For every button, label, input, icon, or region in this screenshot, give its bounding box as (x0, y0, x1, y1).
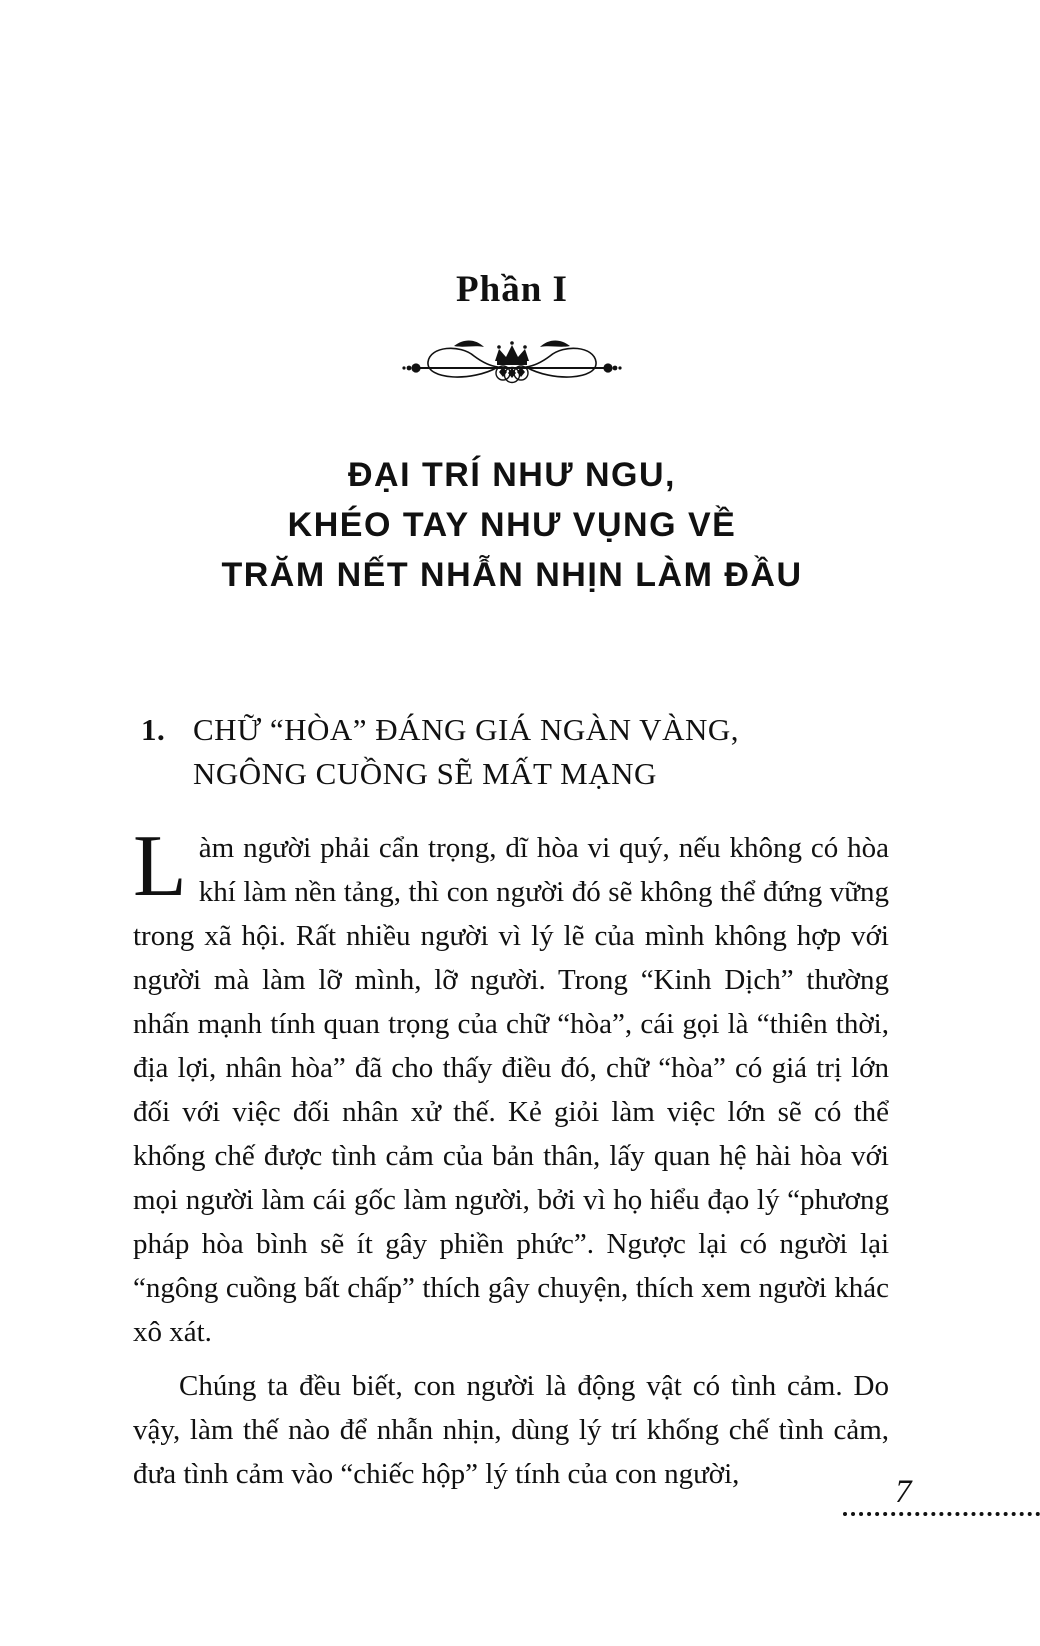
section-title-line-1: CHỮ “HÒA” ĐÁNG GIÁ NGÀN VÀNG, (193, 712, 739, 747)
paragraph-1 (133, 818, 889, 1354)
section-title-line-2: NGÔNG CUỒNG SẼ MẤT MẠNG (193, 756, 657, 791)
part-label: Phần I (456, 269, 568, 310)
section-heading (141, 708, 881, 796)
paragraph-1-text: àm người phải cẩn trọng, dĩ hòa vi quý, nếu không có hòa khí làm nền tảng, thì con người đó sẽ không thể đứng vững trong xã hội. Rất nhiều người vì lý lẽ của mình không hợp với người mà làm lỡ mình, lỡ người. Trong “Kinh Dịch” thường nhấn mạnh tính quan trọng của chữ “hòa”, cái gọi là “thiên thời, địa lợi, nhân hòa” đã cho thấy điều đó, chữ “hòa” có giá trị lớn đối với việc đối nhân xử thế. Kẻ giỏi làm việc lớn sẽ có thể khống chế được tình cảm của bản thân, lấy quan hệ hài hòa với mọi người làm cái gốc làm người, bởi vì họ hiểu đạo lý “phương pháp hòa bình sẽ ít gây phiền phức”. Ngược lại có người lại “ngông cuồng bất chấp” thích gây chuyện, thích xem người khác xô xát. (133, 832, 889, 1348)
page-footer (843, 1474, 1040, 1516)
section-number: 1. (141, 712, 166, 747)
body-text (133, 818, 889, 1506)
chapter-title-line-1: ĐẠI TRÍ NHƯ NGU, (348, 456, 676, 494)
crown-flourish-divider-icon (133, 332, 891, 393)
text-column (133, 0, 891, 1646)
paragraph-2 (133, 1364, 889, 1496)
section-title (193, 708, 881, 796)
chapter-title-line-3: TRĂM NẾT NHẪN NHỊN LÀM ĐẦU (221, 556, 803, 594)
paragraph-2-text: Chúng ta đều biết, con người là động vật có tình cảm. Do vậy, làm thế nào để nhẫn nhịn, dùng lý trí khống chế tình cảm, đưa tình cảm vào “chiếc hộp” lý tính của con người, (133, 1370, 889, 1490)
chapter-title-line-2: KHÉO TAY NHƯ VỤNG VỀ (287, 506, 737, 544)
page-number: 7 (895, 1474, 912, 1510)
drop-cap: L (133, 818, 187, 915)
dotted-rule (843, 1512, 1040, 1516)
chapter-title (133, 450, 891, 600)
